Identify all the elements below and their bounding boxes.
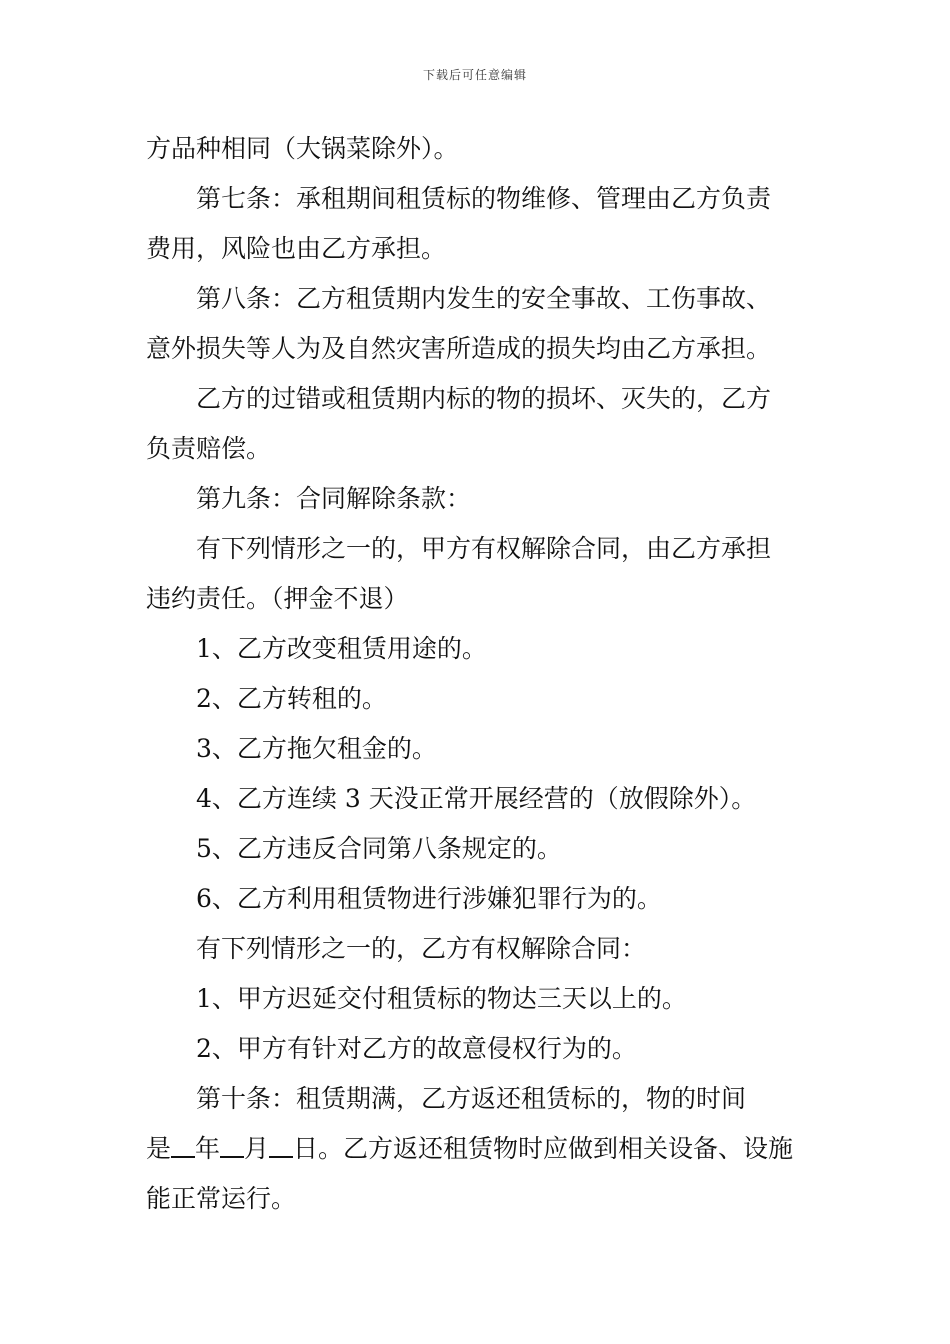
party-b-termination-heading: 有下列情形之一的，乙方有权解除合同： — [196, 934, 647, 963]
paragraph-line: 方品种相同（大锅菜除外）。 — [146, 134, 459, 163]
list-item: 6、乙方利用租赁物进行涉嫌犯罪行为的。 — [196, 884, 662, 913]
article-8-line-2: 意外损失等人为及自然灾害所造成的损失均由乙方承担。 — [146, 334, 772, 363]
text-fragment: 日。乙方返还租赁物时应做到相关设备、设施 — [293, 1134, 794, 1163]
document-body — [146, 124, 806, 1224]
article-7-line-2: 费用，风险也由乙方承担。 — [146, 234, 447, 263]
article-10-line-3: 能正常运行。 — [146, 1184, 297, 1213]
page-header-note: 下载后可任意编辑 — [422, 68, 527, 82]
article-10-line-1: 第十条：租赁期满，乙方返还租赁标的，物的时间 — [196, 1084, 747, 1113]
list-item: 2、甲方有针对乙方的故意侵权行为的。 — [196, 1034, 637, 1063]
text-fragment: 月 — [244, 1134, 270, 1163]
article-7-line-1: 第七条：承租期间租赁标的物维修、管理由乙方负责 — [196, 184, 772, 213]
blank-underline — [269, 1126, 293, 1158]
article-8-line-1: 第八条：乙方租赁期内发生的安全事故、工伤事故、 — [196, 284, 772, 313]
party-a-termination-line-1: 有下列情形之一的，甲方有权解除合同，由乙方承担 — [196, 534, 772, 563]
list-item: 2、乙方转租的。 — [196, 684, 387, 713]
party-a-termination-line-2: 违约责任。（押金不退） — [146, 584, 409, 613]
article-10-line-2 — [146, 1124, 806, 1174]
list-item: 1、乙方改变租赁用途的。 — [196, 634, 487, 663]
text-fragment: 年 — [195, 1134, 221, 1163]
blank-underline — [220, 1126, 244, 1158]
list-item: 1、甲方迟延交付租赁标的物达三天以上的。 — [196, 984, 687, 1013]
list-item: 3、乙方拖欠租金的。 — [196, 734, 437, 763]
list-item: 5、乙方违反合同第八条规定的。 — [196, 834, 562, 863]
text-fragment: 是 — [146, 1134, 172, 1163]
list-item: 4、乙方连续 3 天没正常开展经营的（放假除外）。 — [196, 784, 757, 813]
liability-line-1: 乙方的过错或租赁期内标的物的损坏、灭失的，乙方 — [196, 384, 772, 413]
blank-underline — [171, 1126, 195, 1158]
article-9-heading: 第九条：合同解除条款： — [196, 484, 472, 513]
liability-line-2: 负责赔偿。 — [146, 434, 272, 463]
